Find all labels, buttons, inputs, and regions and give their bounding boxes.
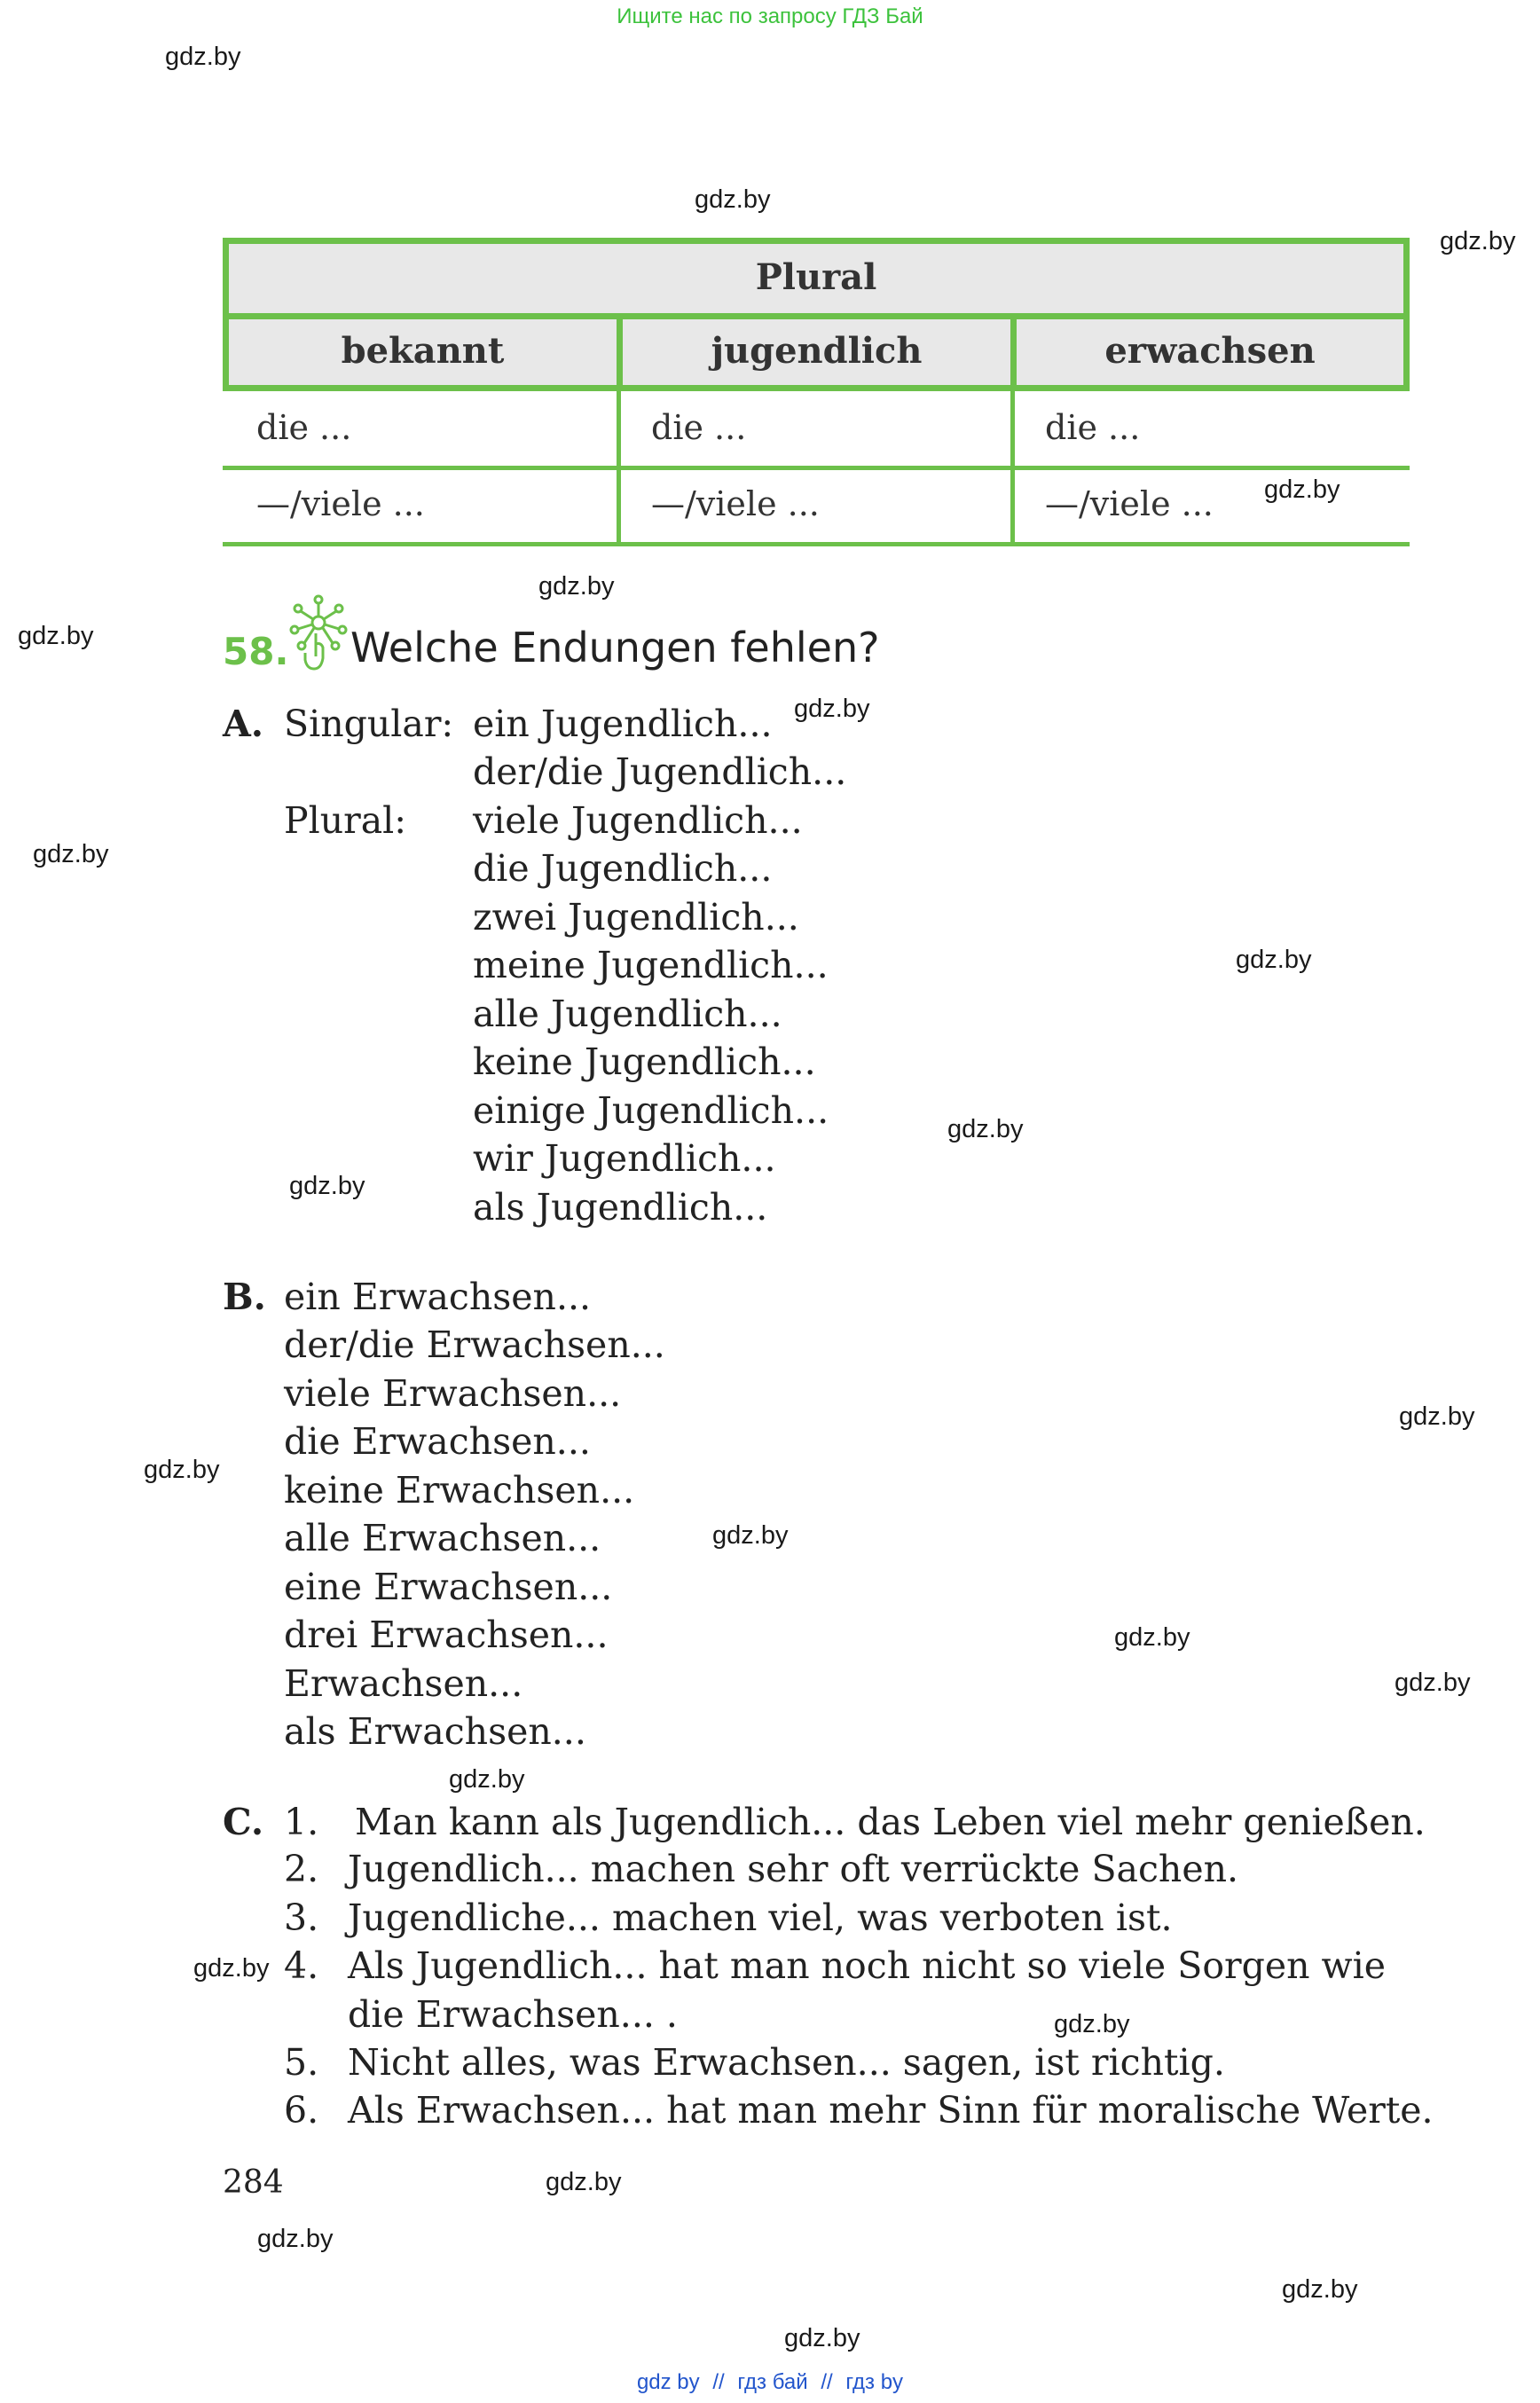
list-item: keine Erwachsen... <box>284 1469 635 1512</box>
watermark: gdz.by <box>712 1521 789 1550</box>
section-label-b: B. <box>223 1276 266 1318</box>
exercise-title: Welche Endungen fehlen? <box>350 624 880 671</box>
list-item: wir Jugendlich... <box>473 1137 776 1180</box>
list-item: als Jugendlich... <box>473 1186 768 1229</box>
footer-link[interactable]: гдз бай <box>737 2370 808 2394</box>
list-item: drei Erwachsen... <box>284 1614 609 1656</box>
watermark: gdz.by <box>1264 475 1340 504</box>
plural-label: Plural: <box>284 799 407 842</box>
watermark: gdz.by <box>794 695 870 723</box>
sentence: die Erwachsen... . <box>348 1993 678 2036</box>
footer-separator: // <box>712 2370 725 2394</box>
list-item: viele Erwachsen... <box>284 1372 622 1415</box>
list-item: der/die Erwachsen... <box>284 1323 665 1366</box>
item-number: 1. <box>284 1801 319 1843</box>
watermark: gdz.by <box>165 43 241 71</box>
list-item: Erwachsen... <box>284 1662 523 1705</box>
list-item: eine Erwachsen... <box>284 1566 613 1608</box>
exercise-number: 58. <box>223 630 289 673</box>
list-item: die Jugendlich... <box>473 847 773 890</box>
watermark: gdz.by <box>1399 1402 1475 1431</box>
list-item: als Erwachsen... <box>284 1710 586 1753</box>
watermark: gdz.by <box>257 2225 334 2253</box>
item-number: 2. <box>284 1848 319 1890</box>
footer-link[interactable]: gdz by <box>636 2370 700 2394</box>
list-item: zwei Jugendlich... <box>473 896 799 938</box>
singular-label: Singular: <box>284 703 454 745</box>
watermark: gdz.by <box>947 1115 1024 1143</box>
page-number: 284 <box>223 2164 284 2201</box>
sentence: Als Erwachsen... hat man mehr Sinn für moralische Werte. <box>348 2089 1434 2132</box>
sentence: Als Jugendlich... hat man noch nicht so viele Sorgen wie <box>348 1944 1387 1987</box>
list-item: viele Jugendlich... <box>473 799 803 842</box>
watermark: gdz.by <box>1054 2010 1130 2038</box>
list-item: die Erwachsen... <box>284 1420 591 1463</box>
section-label-a: A. <box>223 703 264 745</box>
table-header-plural: Plural <box>223 238 1410 319</box>
watermark: gdz.by <box>784 2324 860 2352</box>
list-item: alle Jugendlich... <box>473 993 782 1035</box>
list-item: meine Jugendlich... <box>473 944 829 986</box>
table-divider <box>223 542 1410 546</box>
footer-separator: // <box>821 2370 833 2394</box>
table-divider <box>223 466 1410 470</box>
watermark: gdz.by <box>1395 1669 1471 1697</box>
table-column-header: jugendlich <box>617 313 1017 391</box>
sentence: Jugendlich... machen sehr oft verrückte Sachen. <box>348 1848 1239 1890</box>
table-cell: die ... <box>651 408 747 447</box>
list-item: ein Jugendlich... <box>473 703 773 745</box>
watermark: gdz.by <box>144 1456 220 1484</box>
table-column-header: erwachsen <box>1010 313 1410 391</box>
footer-link[interactable]: гдз by <box>845 2370 904 2394</box>
item-number: 3. <box>284 1896 319 1939</box>
watermark: gdz.by <box>193 1954 270 1983</box>
watermark: gdz.by <box>538 572 615 601</box>
watermark: gdz.by <box>546 2168 622 2196</box>
watermark: gdz.by <box>695 185 771 214</box>
list-item: keine Jugendlich... <box>473 1041 816 1083</box>
top-banner[interactable]: Ищите нас по запросу ГДЗ Бай <box>617 4 923 28</box>
watermark: gdz.by <box>33 840 109 868</box>
watermark: gdz.by <box>18 622 94 650</box>
item-number: 5. <box>284 2041 319 2084</box>
bottom-links <box>0 2370 1540 2395</box>
sentence: Nicht alles, was Erwachsen... sagen, ist richtig. <box>348 2041 1225 2084</box>
sentence: Man kann als Jugendlich... das Leben viel mehr genießen. <box>355 1801 1426 1843</box>
section-label-c: C. <box>223 1801 264 1843</box>
table-cell: die ... <box>256 408 352 447</box>
watermark: gdz.by <box>449 1765 525 1794</box>
list-item: einige Jugendlich... <box>473 1089 829 1132</box>
list-item: der/die Jugendlich... <box>473 750 847 793</box>
table-cell: —/viele ... <box>1045 484 1214 523</box>
item-number: 4. <box>284 1944 319 1987</box>
table-column-header: bekannt <box>223 313 623 391</box>
network-hand-icon <box>289 594 348 674</box>
watermark: gdz.by <box>1236 946 1312 974</box>
list-item: alle Erwachsen... <box>284 1517 601 1559</box>
watermark: gdz.by <box>1282 2275 1358 2304</box>
item-number: 6. <box>284 2089 319 2132</box>
list-item: ein Erwachsen... <box>284 1276 592 1318</box>
sentence: Jugendliche... machen viel, was verboten ist. <box>348 1896 1173 1939</box>
watermark: gdz.by <box>1114 1623 1190 1652</box>
watermark: gdz.by <box>289 1172 365 1200</box>
table-cell: —/viele ... <box>256 484 425 523</box>
table-cell: —/viele ... <box>651 484 820 523</box>
table-cell: die ... <box>1045 408 1141 447</box>
watermark: gdz.by <box>1440 227 1516 255</box>
